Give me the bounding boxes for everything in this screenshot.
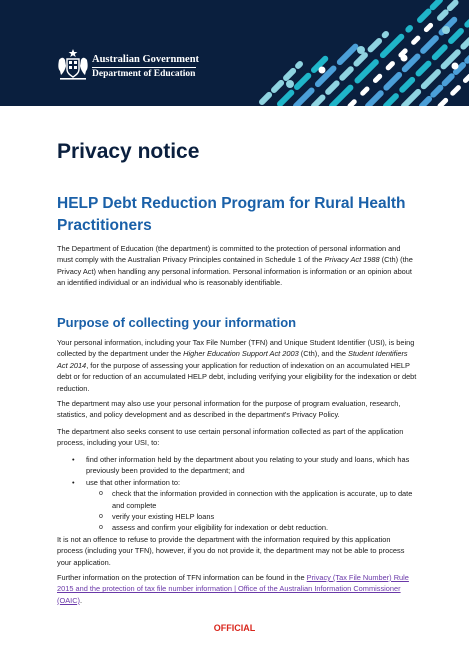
- document-title: HELP Debt Reduction Program for Rural Health Practitioners: [57, 195, 406, 234]
- oaic-tfn-rule-link[interactable]: Privacy (Tax File Number) Rule 2015 and the protection of tax file number information | Office of the Australian Information Commissioner (OAIC): [57, 573, 409, 605]
- coat-of-arms-icon: [56, 48, 90, 82]
- logo-divider: [92, 67, 196, 68]
- consent-paragraph: The department also seeks consent to use certain personal information collected as part of the application process, including your USI, to:: [57, 427, 404, 448]
- use-paragraph: The department may also use your personal information for the purpose of program evaluation, research, statistics, and policy development and as described in the department's Privacy Policy.: [57, 399, 401, 420]
- section-heading-purpose: Purpose of collecting your information: [57, 315, 297, 330]
- list-item: • find other information held by the department about you relating to your study and loans, which has previously been provided to the department; and: [57, 454, 417, 477]
- list-item: • use that other information to: o check that the information provided in connection with the application is accurate, up to date and complete o verify your existing HELP loans o assess and confirm your eligibility for indexation or debt reduction.: [57, 477, 417, 534]
- purpose-paragraph: Your personal information, including your Tax File Number (TFN) and Unique Student Identifier (USI), is being collected by the department under the Higher Education Support Act 2003 (Cth), and the Student Identifiers Act 2014, for the purpose of assessing your application for reduction of indexation on an accumulated HELP debt or for reduction of an accumulated HELP debt, including verifying your eligibility for the indexation or debt reduction.: [57, 338, 417, 393]
- sub-list-item: o check that the information provided in connection with the application is accurate, up to date and complete: [86, 488, 417, 511]
- page-title: Privacy notice: [57, 140, 200, 163]
- sub-list-item: o assess and confirm your eligibility for indexation or debt reduction.: [86, 522, 417, 533]
- org-line-1: Australian Government: [92, 54, 200, 65]
- sub-bullet-list: [86, 488, 417, 534]
- header-banner: [0, 0, 469, 106]
- offence-paragraph: It is not an offence to refuse to provide the department with the information required by this application process (including your TFN), however, if you do not provide it, the department may not be able to process your application.: [57, 535, 405, 567]
- privacy-act-name: Privacy Act 1988: [324, 255, 380, 265]
- sub-list-item: o verify your existing HELP loans: [86, 511, 417, 522]
- government-logo-text: [92, 54, 199, 80]
- student-identifiers-act-name: Student Identifiers Act 2014: [57, 349, 408, 370]
- security-classification-label: OFFICIAL: [213, 623, 256, 633]
- intro-paragraph: The Department of Education (the department) is committed to the protection of personal information and must comply with the Australian Privacy Principles contained in Schedule 1 of the Privacy Act 1988 (Cth) (the Privacy Act) when handling any personal information. Personal information is information or an opinion about an identified individual or an individual who is reasonably identifiable.: [57, 244, 413, 288]
- consent-bullet-list: [57, 454, 417, 534]
- further-info-paragraph: Further information on the protection of TFN information can be found in the Privacy (Tax File Number) Rule 2015 and the protection of tax file number information | Office of the Australian Information Commissioner (OAIC).: [57, 573, 409, 605]
- hesa-act-name: Higher Education Support Act 2003: [183, 349, 299, 359]
- org-line-2: Department of Education: [92, 69, 196, 79]
